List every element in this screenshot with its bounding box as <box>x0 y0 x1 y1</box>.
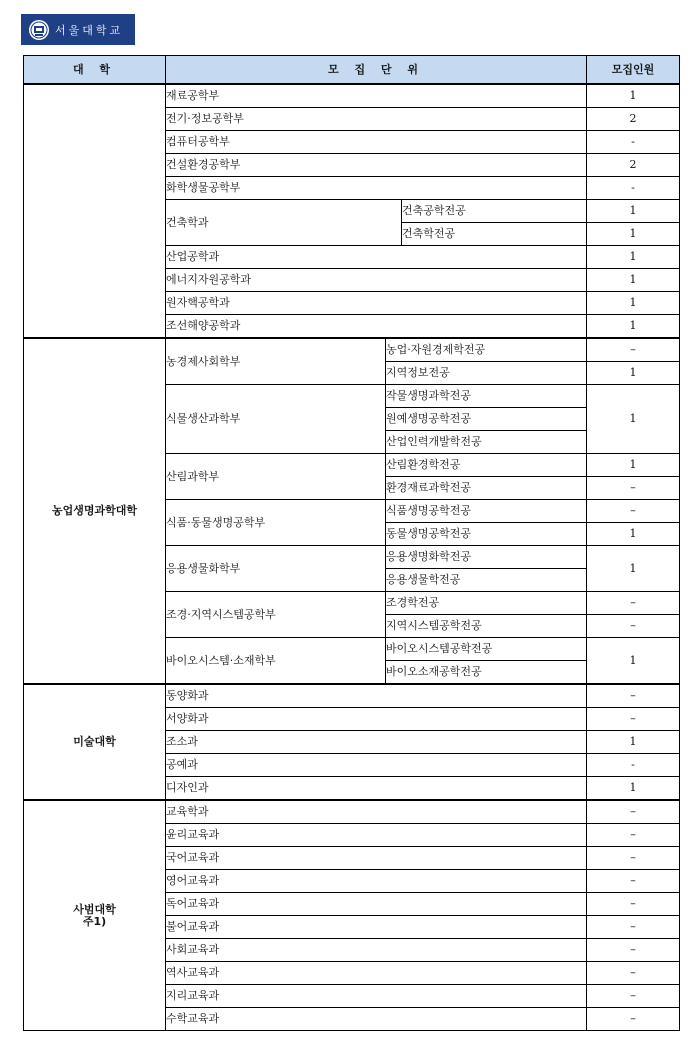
unit-name: 국어교육과 <box>166 847 587 870</box>
unit-name: 교육학과 <box>166 800 587 824</box>
unit-name: 식품·동물생명공학부 <box>166 500 386 546</box>
recruit-count: 1 <box>587 292 680 315</box>
sub-major-name: 조경학전공 <box>386 592 587 615</box>
admission-table <box>23 55 680 1031</box>
college-cell <box>24 684 166 800</box>
recruit-count: 1 <box>587 315 680 339</box>
college-cell <box>24 800 166 1031</box>
recruit-count: – <box>587 847 680 870</box>
unit-name: 건설환경공학부 <box>166 154 587 177</box>
recruit-count: - <box>587 177 680 200</box>
sub-major-name: 바이오시스템공학전공 <box>386 638 587 661</box>
university-logo <box>21 14 135 45</box>
sub-major-name: 농업·자원경제학전공 <box>386 338 587 362</box>
recruit-count: – <box>587 708 680 731</box>
unit-name: 응용생물화학부 <box>166 546 386 592</box>
sub-major-name: 바이오소재공학전공 <box>386 661 587 685</box>
unit-name: 식물생산과학부 <box>166 385 386 454</box>
unit-name: 컴퓨터공학부 <box>166 131 587 154</box>
sub-major-name: 작물생명과학전공 <box>386 385 587 408</box>
unit-name: 화학생물공학부 <box>166 177 587 200</box>
sub-major-name: 동물생명공학전공 <box>386 523 587 546</box>
college-note: 주1) <box>82 914 107 928</box>
recruit-count: - <box>587 131 680 154</box>
college-cell <box>24 84 166 338</box>
table-row <box>24 56 680 85</box>
sub-major-name: 산림환경학전공 <box>386 454 587 477</box>
recruit-count: – <box>587 824 680 847</box>
recruit-count: – <box>587 962 680 985</box>
unit-name: 조선해양공학과 <box>166 315 587 339</box>
recruit-count: 1 <box>587 731 680 754</box>
table-row <box>24 338 680 362</box>
recruit-count: – <box>587 800 680 824</box>
unit-name: 조경·지역시스템공학부 <box>166 592 386 638</box>
college-name: 미술대학 <box>73 735 116 748</box>
recruit-count: – <box>587 985 680 1008</box>
unit-name: 전기·정보공학부 <box>166 108 587 131</box>
sub-major-name: 산업인력개발학전공 <box>386 431 587 454</box>
college-cell <box>24 338 166 684</box>
college-name: 사범대학 <box>73 902 116 916</box>
sub-major-name: 건축학전공 <box>402 223 587 246</box>
recruit-count: – <box>587 592 680 615</box>
unit-name: 바이오시스템·소재학부 <box>166 638 386 685</box>
recruit-count: – <box>587 893 680 916</box>
unit-name: 조소과 <box>166 731 587 754</box>
unit-name: 윤리교육과 <box>166 824 587 847</box>
sub-major-name: 건축공학전공 <box>402 200 587 223</box>
unit-name: 공예과 <box>166 754 587 777</box>
table-row <box>24 684 680 708</box>
recruit-count: – <box>587 338 680 362</box>
table-row <box>24 84 680 108</box>
unit-name: 산림과학부 <box>166 454 386 500</box>
unit-name: 사회교육과 <box>166 939 587 962</box>
university-emblem-icon <box>28 19 50 41</box>
sub-major-name: 응용생명화학전공 <box>386 546 587 569</box>
recruit-count: 1 <box>587 200 680 223</box>
recruit-count: 1 <box>587 523 680 546</box>
unit-name: 농경제사회학부 <box>166 338 386 385</box>
sub-major-name: 응용생물학전공 <box>386 569 587 592</box>
recruit-count: – <box>587 500 680 523</box>
recruit-count: 2 <box>587 154 680 177</box>
recruit-count: 1 <box>587 269 680 292</box>
unit-name: 디자인과 <box>166 777 587 801</box>
unit-name: 불어교육과 <box>166 916 587 939</box>
unit-name: 독어교육과 <box>166 893 587 916</box>
recruit-count: 1 <box>587 454 680 477</box>
recruit-count: – <box>587 1008 680 1031</box>
unit-name: 서양화과 <box>166 708 587 731</box>
unit-name: 영어교육과 <box>166 870 587 893</box>
recruit-count: 1 <box>587 385 680 454</box>
recruit-count: – <box>587 916 680 939</box>
header-count: 모집인원 <box>587 56 680 85</box>
recruit-count: – <box>587 477 680 500</box>
header-unit: 모 집 단 위 <box>166 56 587 85</box>
sub-major-name: 식품생명공학전공 <box>386 500 587 523</box>
table-row <box>24 800 680 824</box>
recruit-count: - <box>587 754 680 777</box>
sub-major-name: 환경재료과학전공 <box>386 477 587 500</box>
unit-name: 건축학과 <box>166 200 402 246</box>
recruit-count: 1 <box>587 362 680 385</box>
recruit-count: 1 <box>587 546 680 592</box>
sub-major-name: 지역정보전공 <box>386 362 587 385</box>
header-college: 대 학 <box>24 56 166 85</box>
recruit-count: 1 <box>587 84 680 108</box>
recruit-count: – <box>587 684 680 708</box>
recruit-count: – <box>587 615 680 638</box>
university-name: 서울대학교 <box>55 23 124 37</box>
recruit-count: – <box>587 870 680 893</box>
recruit-count: 1 <box>587 777 680 801</box>
unit-name: 지리교육과 <box>166 985 587 1008</box>
recruit-count: 1 <box>587 638 680 685</box>
unit-name: 에너지자원공학과 <box>166 269 587 292</box>
sub-major-name: 지역시스템공학전공 <box>386 615 587 638</box>
unit-name: 산업공학과 <box>166 246 587 269</box>
unit-name: 동양화과 <box>166 684 587 708</box>
sub-major-name: 원예생명공학전공 <box>386 408 587 431</box>
recruit-count: 1 <box>587 223 680 246</box>
unit-name: 역사교육과 <box>166 962 587 985</box>
recruit-count: 1 <box>587 246 680 269</box>
recruit-count: 2 <box>587 108 680 131</box>
unit-name: 수학교육과 <box>166 1008 587 1031</box>
unit-name: 재료공학부 <box>166 84 587 108</box>
unit-name: 원자핵공학과 <box>166 292 587 315</box>
college-name: 농업생명과학대학 <box>51 504 137 517</box>
recruit-count: – <box>587 939 680 962</box>
